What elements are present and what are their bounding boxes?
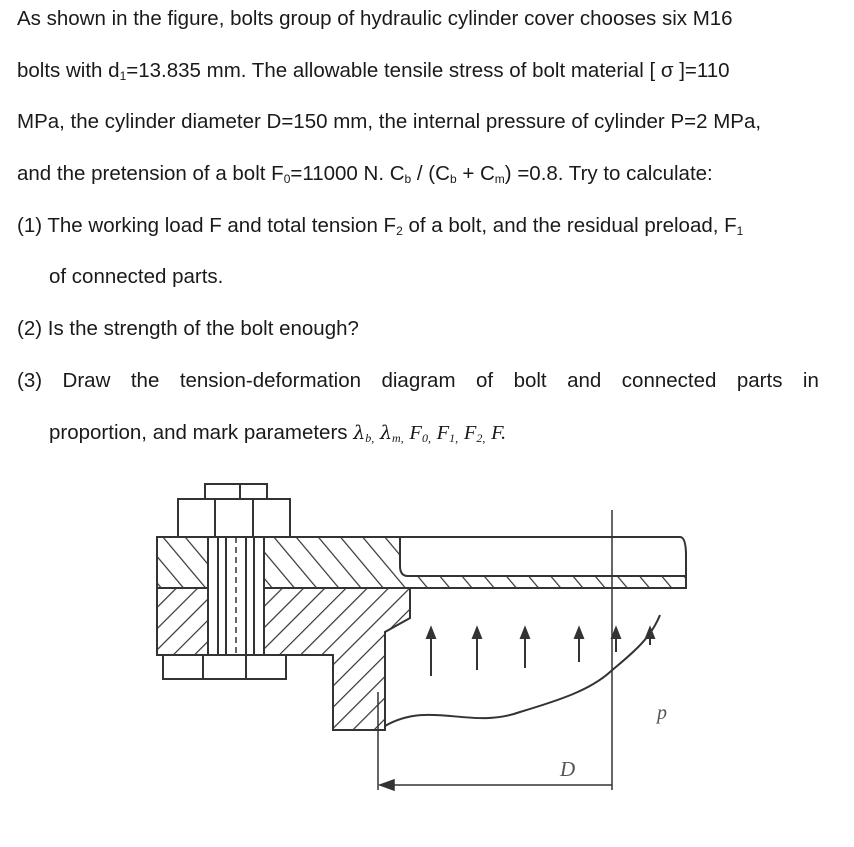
problem-line-8: (3) Draw the tension-deformation diagram of bolt and connected parts in xyxy=(17,369,819,392)
problem-line-7: (2) Is the strength of the bolt enough? xyxy=(17,317,359,340)
problem-line-5: (1) The working load F and total tension $F_2$ of a bolt, and the residual preload, $F_1$ xyxy=(17,214,744,238)
bolt-head xyxy=(178,484,290,537)
nut xyxy=(163,655,286,679)
cylinder-cover-figure xyxy=(150,470,690,830)
label-d: D xyxy=(560,757,576,781)
problem-line-3: MPa, the cylinder diameter D=150 mm, the internal pressure of cylinder P=2 MPa, xyxy=(17,110,762,133)
problem-line-9: proportion, and mark parameters $\lambda_{b,}$ $\lambda_{m,}$ $F_{0,}$ $F_{1,}$ $F_{2,}$ F. xyxy=(49,421,507,445)
problem-line-1: As shown in the figure, bolts group of hydraulic cylinder cover chooses six M16 xyxy=(17,7,733,30)
problem-line-6: of connected parts. xyxy=(49,265,224,288)
pressure-arrows xyxy=(427,628,654,676)
problem-line-2: bolts with $d_1=13.835$ mm. The allowable tensile stress of bolt material [ σ ]=110 xyxy=(17,59,730,83)
label-p: p xyxy=(657,702,667,724)
problem-line-4: and the pretension of a bolt $F_0=11000$ N. $C_b / (C_b + C_m) =0.8$. Try to calculate: xyxy=(17,162,713,186)
